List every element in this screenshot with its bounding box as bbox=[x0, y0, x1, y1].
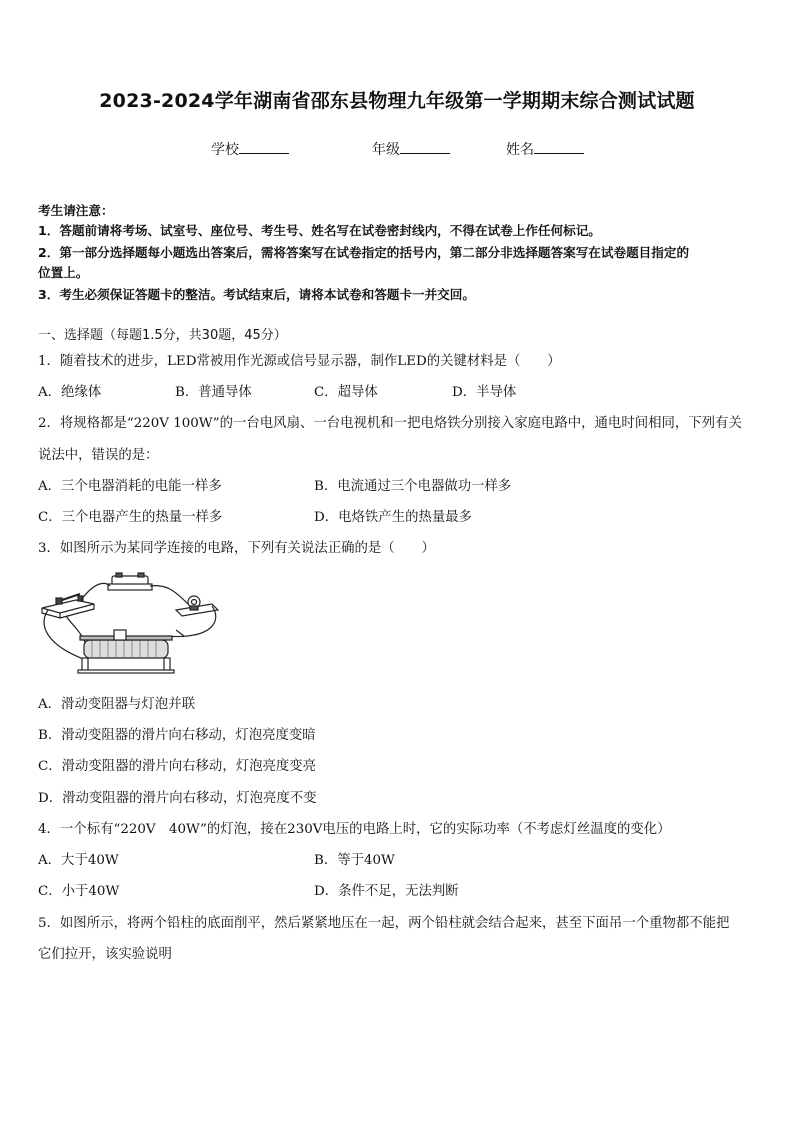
page-title: 2023-2024学年湖南省邵东县物理九年级第一学期期末综合测试试题 bbox=[99, 90, 695, 112]
notice-item: 3．考生必须保证答题卡的整洁。考试结束后，请将本试卷和答题卡一并交回。 bbox=[38, 287, 475, 302]
question-2-stem-cont: 说法中，错误的是： bbox=[38, 448, 159, 463]
grade-blank bbox=[400, 139, 450, 154]
question-4-option-d: D．条件不足，无法判断 bbox=[314, 884, 459, 899]
question-3-option-b: B．滑动变阻器的滑片向右移动，灯泡亮度变暗 bbox=[38, 728, 316, 743]
question-4-option-b: B．等于40W bbox=[314, 853, 395, 868]
school-label: 学校 bbox=[211, 142, 239, 158]
question-1-option-a: A．绝缘体 bbox=[38, 385, 102, 400]
question-2-option-c: C．三个电器产生的热量一样多 bbox=[38, 510, 223, 525]
school-field bbox=[211, 139, 289, 159]
question-2-option-b: B．电流通过三个电器做功一样多 bbox=[314, 479, 512, 494]
question-5-stem: 5．如图所示，将两个铅柱的底面削平，然后紧紧地压在一起，两个铅柱就会结合起来，甚至下面吊一个重物都不能把 bbox=[38, 916, 730, 931]
school-blank bbox=[239, 139, 289, 154]
question-2-stem: 2．将规格都是“220V 100W”的一台电风扇、一台电视机和一把电烙铁分别接入家庭电路中，通电时间相同，下列有关 bbox=[38, 416, 742, 431]
question-1-stem: 1．随着技术的进步，LED常被用作光源或信号显示器，制作LED的关键材料是（ ） bbox=[38, 354, 561, 369]
grade-field bbox=[372, 139, 450, 159]
name-label: 姓名 bbox=[506, 142, 534, 158]
question-3-option-c: C．滑动变阻器的滑片向右移动，灯泡亮度变亮 bbox=[38, 759, 317, 774]
notice-item: 位置上。 bbox=[38, 265, 89, 280]
question-1-option-c: C．超导体 bbox=[314, 385, 378, 400]
name-blank bbox=[534, 139, 584, 154]
notice-item: 2．第一部分选择题每小题选出答案后，需将答案写在试卷指定的括号内，第二部分非选择题答案写在试卷题目指定的 bbox=[38, 245, 690, 260]
question-2-option-d: D．电烙铁产生的热量最多 bbox=[314, 510, 473, 525]
question-4-option-a: A．大于40W bbox=[38, 853, 119, 868]
question-5-stem-cont: 它们拉开，该实验说明 bbox=[38, 947, 172, 962]
question-3-option-a: A．滑动变阻器与灯泡并联 bbox=[38, 697, 195, 712]
question-4-option-c: C．小于40W bbox=[38, 884, 120, 899]
question-2-option-a: A．三个电器消耗的电能一样多 bbox=[38, 479, 222, 494]
section-heading: 一、选择题（每题1.5分，共30题，45分） bbox=[38, 328, 287, 343]
question-1-option-d: D．半导体 bbox=[452, 385, 517, 400]
circuit-figure bbox=[36, 570, 222, 682]
question-3-option-d: D．滑动变阻器的滑片向右移动，灯泡亮度不变 bbox=[38, 791, 317, 806]
notice-header: 考生请注意： bbox=[38, 203, 114, 218]
notice-item: 1．答题前请将考场、试室号、座位号、考生号、姓名写在试卷密封线内，不得在试卷上作任何标记。 bbox=[38, 223, 601, 238]
name-field bbox=[506, 139, 584, 159]
grade-label: 年级 bbox=[372, 142, 400, 158]
question-1-option-b: B．普通导体 bbox=[175, 385, 252, 400]
question-3-stem: 3．如图所示为某同学连接的电路，下列有关说法正确的是（ ） bbox=[38, 541, 435, 556]
question-4-stem: 4．一个标有“220V 40W”的灯泡，接在230V电压的电路上时，它的实际功率（不考虑灯丝温度的变化） bbox=[38, 822, 671, 837]
